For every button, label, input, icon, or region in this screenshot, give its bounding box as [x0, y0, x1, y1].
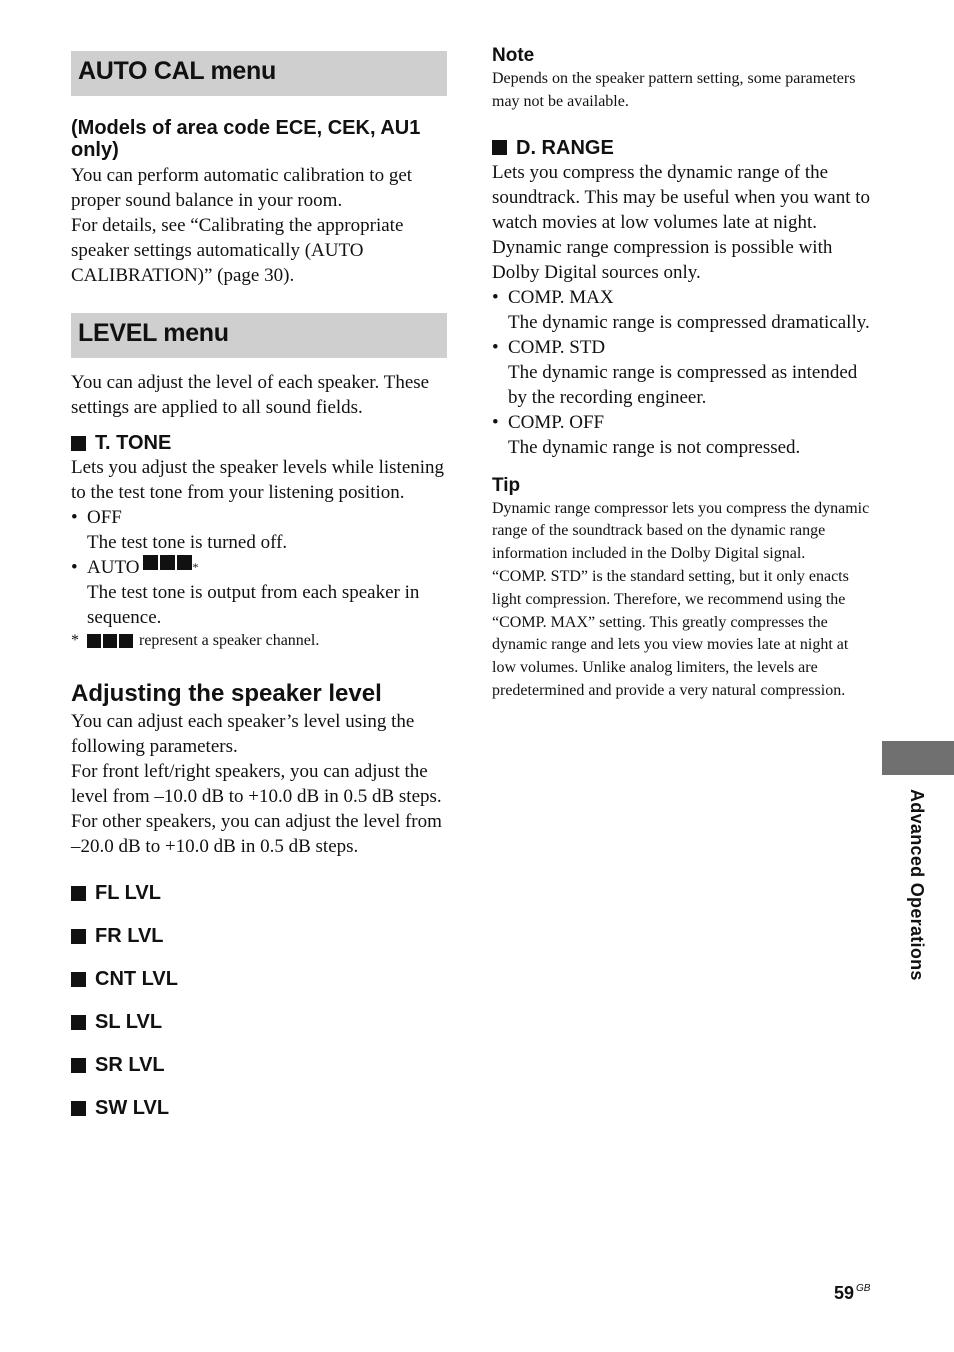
level-parameter-heading — [71, 924, 447, 948]
footnote-mark: * — [71, 632, 79, 649]
level-parameter-label: SW LVL — [95, 1097, 170, 1119]
d-range-label: D. RANGE — [516, 136, 614, 159]
t-tone-description: Lets you adjust the speaker levels while listening to the test tone from your listening position. — [71, 457, 445, 503]
right-column — [492, 44, 872, 703]
level-parameter-list — [71, 881, 447, 1120]
level-parameter-heading — [71, 1096, 447, 1120]
comp-off-option: COMP. OFF — [508, 411, 605, 433]
comp-off-description: The dynamic range is not compressed. — [508, 436, 801, 458]
adjusting-paragraph-2: For front left/right speakers, you can adjust the level from –10.0 dB to +10.0 dB in 0.5 dB steps. For other speakers, you can adjust the level from –20.0 dB to +10.0 dB in 0.5 dB steps. — [71, 761, 442, 857]
comp-max-description: The dynamic range is compressed dramatically. — [508, 311, 870, 333]
page-number-value: 59 — [834, 1283, 855, 1303]
off-description: The test tone is turned off. — [87, 532, 288, 553]
section-side-label: Advanced Operations — [907, 789, 927, 981]
square-bullet-icon — [71, 436, 86, 451]
list-item — [492, 285, 872, 310]
adjusting-heading: Adjusting the speaker level — [71, 680, 382, 707]
d-range-description: Lets you compress the dynamic range of the soundtrack. This may be useful when you want to watch movies at low volumes late at night. Dynamic range compression is possible with Dolby Digital sources only. — [492, 161, 870, 283]
square-bullet-icon — [71, 929, 86, 944]
left-column — [71, 51, 447, 1139]
level-parameter-heading — [71, 1053, 447, 1077]
note-heading: Note — [492, 45, 535, 66]
tip-paragraph-1: Dynamic range compressor lets you compress the dynamic range of the soundtrack based on the dynamic range information included in the Dolby Digital signal. — [492, 499, 870, 563]
list-item — [492, 335, 872, 360]
auto-description: The test tone is output from each speaker in sequence. — [87, 582, 420, 628]
adjusting-paragraph-1: You can adjust each speaker’s level using the following parameters. — [71, 711, 415, 757]
bullet-icon: • — [492, 336, 499, 358]
square-bullet-icon — [492, 140, 507, 155]
level-menu-title: LEVEL menu — [71, 313, 447, 358]
t-tone-label: T. TONE — [95, 432, 172, 454]
bullet-icon: • — [71, 507, 78, 528]
square-bullet-icon — [71, 1058, 86, 1073]
auto-option: AUTO — [87, 557, 140, 578]
page-number — [834, 1283, 870, 1304]
d-range-heading — [492, 136, 872, 160]
tip-paragraph-2: “COMP. STD” is the standard setting, but it only enacts light compression. Therefore, we recommend using the “COMP. MAX” setting. This greatly compresses the dynamic range and lets you view movies late at night at low volumes. Unlike analog limiters, the levels are predetermined and provide a very natural compression. — [492, 567, 849, 699]
channel-placeholder-icon — [87, 634, 133, 648]
footnote-text: represent a speaker channel. — [139, 632, 320, 649]
level-parameter-label: CNT LVL — [95, 968, 178, 990]
bullet-icon: • — [492, 286, 499, 308]
list-item — [71, 505, 447, 530]
level-parameter-label: FR LVL — [95, 925, 164, 947]
bullet-icon: • — [71, 557, 78, 578]
square-bullet-icon — [71, 886, 86, 901]
models-subheading: (Models of area code ECE, CEK, AU1 only) — [71, 117, 421, 161]
level-parameter-heading — [71, 1010, 447, 1034]
level-parameter-label: SR LVL — [95, 1054, 165, 1076]
level-parameter-label: SL LVL — [95, 1011, 163, 1033]
tip-heading: Tip — [492, 474, 521, 496]
square-bullet-icon — [71, 1015, 86, 1030]
square-bullet-icon — [71, 1101, 86, 1116]
bullet-icon: • — [492, 411, 499, 433]
asterisk: * — [192, 560, 199, 574]
level-parameter-heading — [71, 967, 447, 991]
channel-placeholder-icon — [143, 555, 192, 580]
off-option: OFF — [87, 507, 122, 528]
comp-std-option: COMP. STD — [508, 336, 606, 358]
level-parameter-label: FL LVL — [95, 882, 161, 904]
comp-std-description: The dynamic range is compressed as intended by the recording engineer. — [508, 361, 858, 408]
auto-cal-paragraph-2: For details, see “Calibrating the appropriate speaker settings automatically (AUTO CALIBRATION)” (page 30). — [71, 215, 404, 286]
level-intro: You can adjust the level of each speaker. These settings are applied to all sound fields. — [71, 372, 430, 418]
level-parameter-heading — [71, 881, 447, 905]
list-item — [71, 555, 447, 580]
square-bullet-icon — [71, 972, 86, 987]
auto-cal-menu-title: AUTO CAL menu — [71, 51, 447, 96]
comp-max-option: COMP. MAX — [508, 286, 614, 308]
note-text: Depends on the speaker pattern setting, some parameters may not be available. — [492, 70, 856, 110]
page-suffix: GB — [856, 1283, 871, 1294]
auto-cal-paragraph-1: You can perform automatic calibration to get proper sound balance in your room. — [71, 165, 413, 211]
list-item — [492, 410, 872, 435]
section-tab — [882, 741, 954, 775]
t-tone-heading — [71, 431, 447, 455]
footnote — [71, 630, 447, 652]
